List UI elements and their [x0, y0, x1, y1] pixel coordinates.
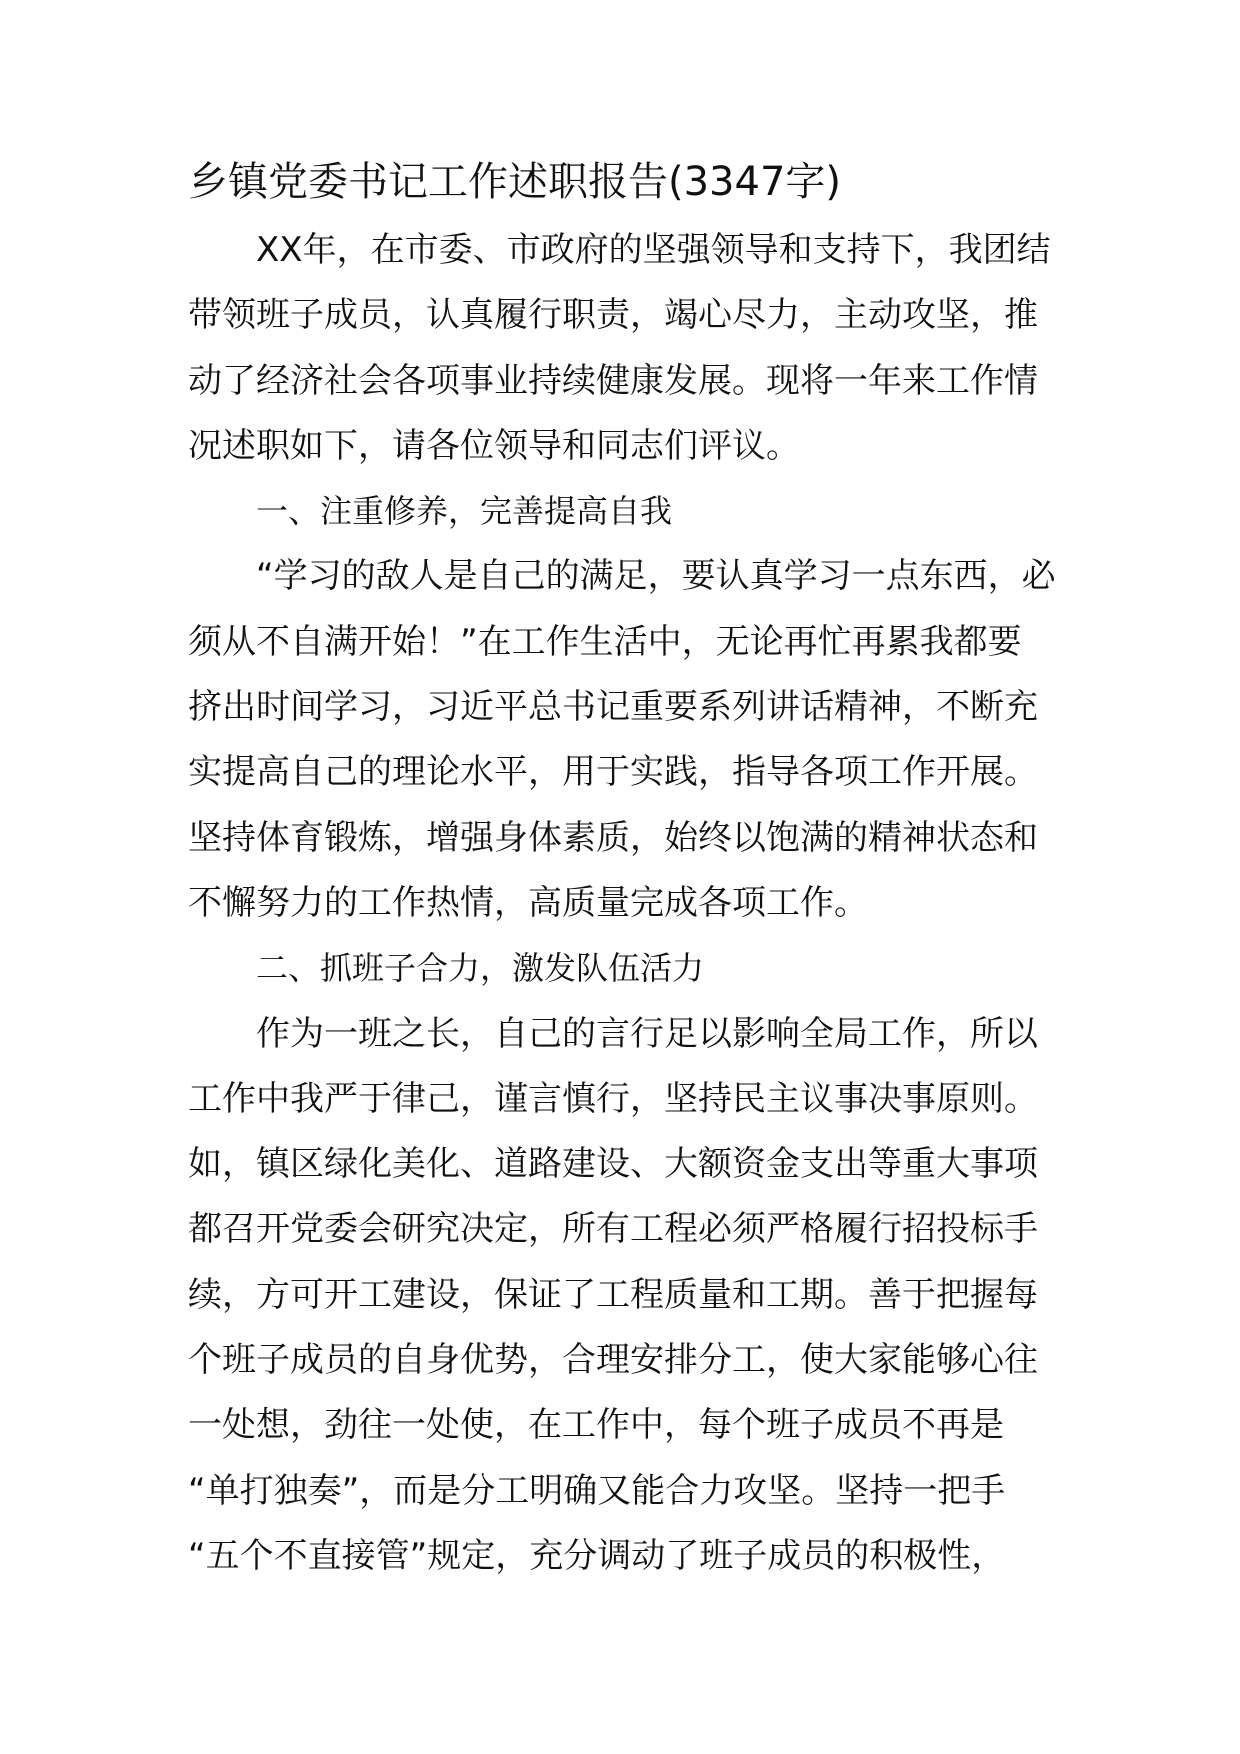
- paragraph-line: 都召开党委会研究决定，所有工程必须严格履行招投标手: [188, 1209, 1038, 1250]
- document-title: 乡镇党委书记工作述职报告(3347字): [188, 159, 842, 205]
- paragraph-line: 动了经济社会各项事业持续健康发展。现将一年来工作情: [188, 360, 1038, 401]
- paragraph-line: 实提高自己的理论水平，用于实践，指导各项工作开展。: [188, 752, 1038, 793]
- paragraph-line: “单打独奏”，而是分工明确又能合力攻坚。坚持一把手: [188, 1470, 1006, 1511]
- paragraph-line: 带领班子成员，认真履行职责，竭心尽力，主动攻坚，推: [188, 295, 1038, 336]
- paragraph-line: 一处想，劲往一处使，在工作中，每个班子成员不再是: [188, 1405, 1004, 1446]
- paragraph-line: 工作中我严于律己，谨言慎行，坚持民主议事决事原则。: [188, 1078, 1038, 1119]
- paragraph-line: 作为一班之长，自己的言行足以影响全局工作，所以: [256, 1013, 1038, 1054]
- paragraph-line: 如，镇区绿化美化、道路建设、大额资金支出等重大事项: [188, 1144, 1038, 1185]
- paragraph-line: 须从不自满开始！”在工作生活中，无论再忙再累我都要: [188, 621, 1022, 662]
- document-body: [188, 218, 1058, 1589]
- paragraph-line: 坚持体育锻炼，增强身体素质，始终以饱满的精神状态和: [188, 817, 1038, 858]
- paragraph-line: XX年，在市委、市政府的坚强领导和支持下，我团结: [256, 230, 1051, 270]
- section-heading-2: 二、抓班子合力，激发队伍活力: [256, 949, 705, 988]
- paragraph-line: “五个不直接管”规定，充分调动了班子成员的积极性，: [188, 1535, 1006, 1576]
- paragraph-line: 不懈努力的工作热情，高质量完成各项工作。: [188, 882, 868, 923]
- paragraph-line: 挤出时间学习，习近平总书记重要系列讲话精神，不断充: [188, 687, 1038, 728]
- paragraph-line: “学习的敌人是自己的满足，要认真学习一点东西，必: [256, 556, 1056, 597]
- document-page: [188, 150, 1058, 1589]
- paragraph-line: 个班子成员的自身优势，合理安排分工，使大家能够心往: [188, 1340, 1038, 1381]
- paragraph-line: 况述职如下，请各位领导和同志们评议。: [188, 425, 800, 466]
- section-heading-1: 一、注重修养，完善提高自我: [256, 492, 673, 531]
- paragraph-line: 续，方可开工建设，保证了工程质量和工期。善于把握每: [188, 1274, 1038, 1315]
